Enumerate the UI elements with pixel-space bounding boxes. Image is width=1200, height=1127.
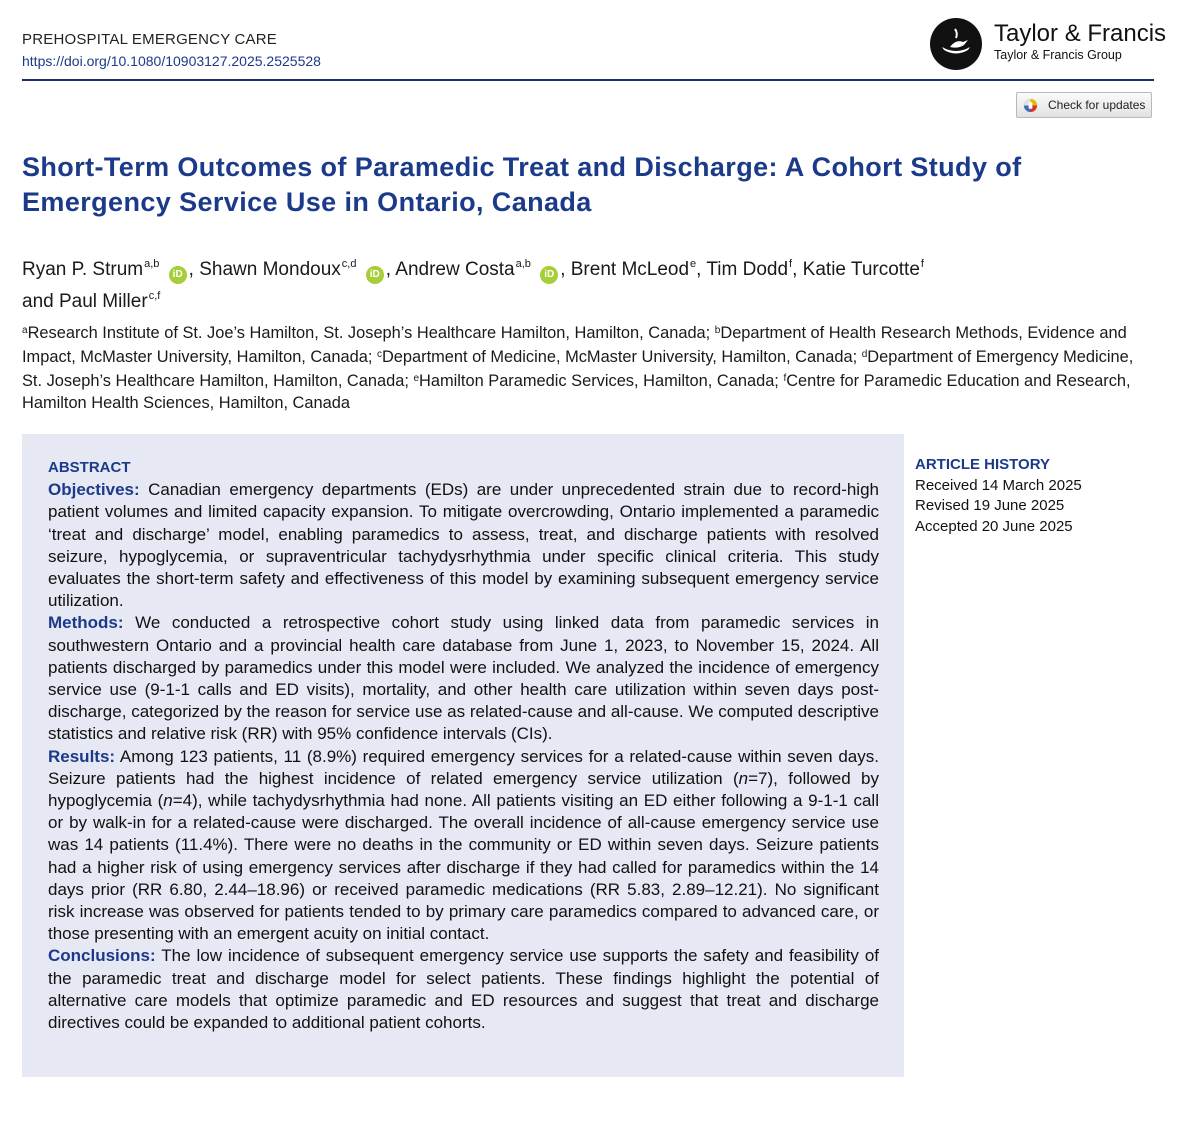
objectives-text: Canadian emergency departments (EDs) are under unprecedented strain due to record-high patient volumes and limited capacity expansion. To mitigate overcrowding, Ontario implemented a paramedic ‘treat and discharge’ model, enabling paramedics to assess, treat, and discharge patients with resolved seizure, hypoglycemia, or supraventricular tachydysrhythmia under specific clinical criteria. This study evaluates the short-term safety and effectiveness of this model by examining subsequent emergency service utilization.	[48, 480, 879, 611]
results-text: =7), followed by hypoglycemia (	[48, 768, 879, 811]
affiliations	[22, 320, 1152, 414]
check-for-updates-button[interactable]	[1016, 92, 1152, 118]
check-updates-icon	[1023, 98, 1038, 113]
author-name[interactable]: Paul Miller	[58, 291, 148, 312]
affiliation-text: Department of Medicine, McMaster University, Hamilton, Canada;	[381, 348, 858, 366]
objectives-label: Objectives:	[48, 480, 140, 500]
results-text: Among 123 patients, 11 (8.9%) required emergency services for a related-cause within seven days. Seizure patients had the highest incidence of related emergency service utilization (	[48, 746, 879, 788]
affiliation-key: e	[413, 373, 420, 384]
author-affiliation-ref: a,b	[515, 258, 531, 270]
affiliation-key: c	[376, 349, 382, 360]
abstract-body	[48, 457, 879, 1034]
author-affiliation-ref: f	[920, 258, 924, 270]
publisher-logo	[928, 16, 1168, 72]
conclusions-label: Conclusions:	[48, 946, 156, 966]
conclusions-text: The low incidence of subsequent emergency service use supports the safety and feasibility of the paramedic treat and discharge model for select patients. These findings highlight the potential of alternative care models that optimize paramedic and ED resources and suggest that treat and discharge directives could be expanded to additional patient cohorts.	[48, 946, 879, 1033]
orcid-icon[interactable]: iD	[169, 266, 187, 284]
methods-label: Methods:	[48, 613, 124, 633]
author-affiliation-ref: c,f	[148, 290, 161, 302]
affiliation-key: d	[861, 349, 868, 360]
results-n-symbol: n	[163, 791, 173, 811]
author-joiner: and	[22, 291, 54, 312]
affiliation-text: Research Institute of St. Joe’s Hamilton, St. Joseph’s Healthcare Hamilton, Hamilton, Canada;	[27, 324, 711, 342]
journal-name: PREHOSPITAL EMERGENCY CARE	[22, 31, 277, 48]
history-revised: Revised 19 June 2025	[915, 497, 1065, 514]
results-label: Results:	[48, 746, 116, 766]
affiliation-text: Centre for Paramedic Education and Research, Hamilton Health Sciences, Hamilton, Canada	[22, 372, 1131, 412]
orcid-icon[interactable]: iD	[366, 266, 384, 284]
abstract-objectives	[48, 479, 879, 612]
author-name[interactable]: Katie Turcotte	[802, 259, 920, 280]
history-accepted: Accepted 20 June 2025	[915, 517, 1073, 535]
doi-link[interactable]: https://doi.org/10.1080/10903127.2025.2525528	[22, 53, 321, 69]
results-n-symbol: n	[738, 768, 749, 788]
author-list: Ryan P. Strum$^{a,b}$ iD , Shawn Mondoux$^{c,d}$ iD , Andrew Costa$^{a,b}$ iD , Brent McLeod$^e$, Tim Dodd$^f$, Katie Turcotte$^f$ and Paul Miller$^{c,f}$	[22, 258, 924, 312]
abstract-methods	[48, 612, 879, 745]
affiliation-text: Department of Health Research Methods, Evidence and Impact, McMaster University, Hamilton, Canada;	[22, 324, 1127, 366]
author-name[interactable]: Shawn Mondoux	[199, 259, 341, 280]
author-affiliation-ref: f	[789, 258, 793, 270]
publisher-group: Taylor & Francis Group	[994, 48, 1122, 62]
author-affiliation-ref: c,d	[341, 258, 357, 270]
publisher-name: Taylor & Francis	[994, 20, 1167, 47]
lamp-icon	[928, 16, 984, 72]
article-title: Short-Term Outcomes of Paramedic Treat and Discharge: A Cohort Study of Emergency Service Use in Ontario, Canada	[22, 152, 1022, 217]
affiliation-key: a	[22, 325, 28, 336]
author-affiliation-ref: a,b	[144, 258, 160, 270]
methods-text: We conducted a retrospective cohort study using linked data from paramedic services in southwestern Ontario and a provincial health care database from June 1, 2023, to November 15, 2024. All patients discharged by paramedics under this model were included. We analyzed the incidence of emergency service use (9-1-1 calls and ED visits), mortality, and other health care utilization within seven days post-discharge, categorized by the reason for service use as related-cause and all-cause. We computed descriptive statistics and relative risk (RR) with 95% confidence intervals (CIs).	[48, 613, 879, 744]
abstract-heading: ABSTRACT	[48, 459, 131, 476]
check-updates-label: Check for updates	[1048, 98, 1146, 112]
affiliation-text: Department of Emergency Medicine, St. Joseph’s Healthcare Hamilton, Hamilton, Canada;	[22, 348, 1134, 390]
abstract-results	[48, 746, 879, 946]
history-received: Received 14 March 2025	[915, 476, 1082, 494]
abstract-conclusions	[48, 945, 879, 1034]
orcid-icon[interactable]: iD	[540, 266, 558, 284]
history-heading: ARTICLE HISTORY	[915, 456, 1051, 473]
article-history	[915, 455, 1155, 537]
author-name[interactable]: Andrew Costa	[395, 259, 515, 280]
affiliation-text: Hamilton Paramedic Services, Hamilton, Canada;	[419, 372, 779, 390]
affiliation-key: f	[783, 373, 787, 384]
header-rule	[22, 79, 1154, 81]
affiliation-key: b	[714, 325, 721, 336]
author-name[interactable]: Brent McLeod	[570, 259, 690, 280]
author-name[interactable]: Ryan P. Strum	[22, 259, 144, 280]
author-affiliation-ref: e	[690, 258, 697, 270]
results-text: =4), while tachydysrhythmia had none. All patients visiting an ED either following a 9-1-1 call or by walk-in for a related-cause were discharged. The overall incidence of all-cause emergency service use was 14 patients (11.4%). There were no deaths in the community or ED within seven days. Seizure patients had a higher risk of using emergency services after discharge if they had called for paramedics within the 14 days prior (RR 6.80, 2.44–18.96) or received paramedic medications (RR 5.83, 2.89–12.21). No significant risk increase was observed for patients tended to by primary care paramedics compared to advanced care, or those presenting with an emergent acuity on initial contact.	[48, 791, 879, 944]
abstract-box	[22, 434, 904, 1077]
author-name[interactable]: Tim Dodd	[706, 259, 789, 280]
